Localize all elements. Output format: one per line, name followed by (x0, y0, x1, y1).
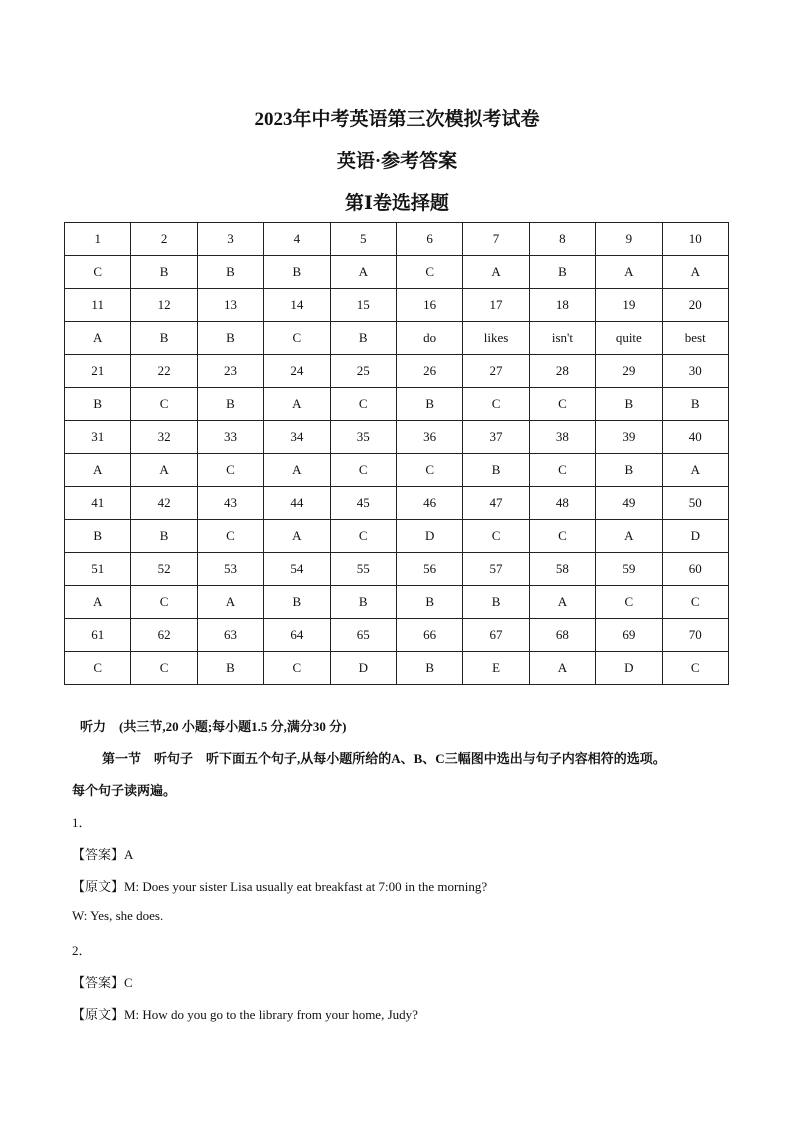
answer-cell: B (197, 322, 263, 355)
answer-cell: E (463, 652, 529, 685)
answer-cell: B (463, 454, 529, 487)
question-number-cell: 34 (264, 421, 330, 454)
question-1-answer: 【答案】A (72, 847, 134, 862)
answer-cell: B (396, 388, 462, 421)
answer-cell: C (596, 586, 662, 619)
question-number-cell: 65 (330, 619, 396, 652)
question-number-cell: 18 (529, 289, 595, 322)
answer-cell: D (596, 652, 662, 685)
answer-cell: best (662, 322, 728, 355)
question-number-cell: 3 (197, 223, 263, 256)
answer-cell: C (330, 388, 396, 421)
question-number-cell: 15 (330, 289, 396, 322)
question-number-cell: 43 (197, 487, 263, 520)
answer-cell: C (529, 388, 595, 421)
question-number-cell: 22 (131, 355, 197, 388)
question-number-row (65, 223, 729, 256)
answer-cell: A (330, 256, 396, 289)
answer-cell: C (197, 454, 263, 487)
question-number-cell: 27 (463, 355, 529, 388)
answer-cell: C (131, 652, 197, 685)
answer-cell: isn't (529, 322, 595, 355)
question-number-cell: 32 (131, 421, 197, 454)
answer-row (65, 520, 729, 553)
question-number-cell: 23 (197, 355, 263, 388)
answer-cell: A (596, 520, 662, 553)
section1-instructions: 第一节 听句子 听下面五个句子,从每小题所给的A、B、C三幅图中选出与句子内容相符的选项。 (102, 751, 666, 766)
question-number-cell: 1 (65, 223, 131, 256)
question-2-answer: 【答案】C (72, 975, 133, 990)
answer-cell: B (197, 652, 263, 685)
answer-cell: C (330, 454, 396, 487)
answer-cell: A (197, 586, 263, 619)
answer-row (65, 256, 729, 289)
answer-cell: C (529, 454, 595, 487)
answer-cell: C (396, 454, 462, 487)
answer-row (65, 454, 729, 487)
answer-cell: B (330, 586, 396, 619)
answer-cell: B (396, 652, 462, 685)
question-number-cell: 20 (662, 289, 728, 322)
question-number-cell: 54 (264, 553, 330, 586)
question-number-cell: 51 (65, 553, 131, 586)
question-number-cell: 45 (330, 487, 396, 520)
question-number-cell: 17 (463, 289, 529, 322)
answer-cell: B (596, 388, 662, 421)
answer-cell: C (662, 586, 728, 619)
answer-cell: A (463, 256, 529, 289)
answer-cell: C (197, 520, 263, 553)
question-number-cell: 37 (463, 421, 529, 454)
question-number-row (65, 355, 729, 388)
question-number-cell: 39 (596, 421, 662, 454)
answer-cell: A (131, 454, 197, 487)
question-number-cell: 14 (264, 289, 330, 322)
question-1-script: 【原文】M: Does your sister Lisa usually eat breakfast at 7:00 in the morning? (72, 879, 488, 894)
answer-cell: B (131, 256, 197, 289)
question-number-cell: 11 (65, 289, 131, 322)
answer-cell: B (330, 322, 396, 355)
answer-cell: A (662, 256, 728, 289)
answer-cell: B (264, 256, 330, 289)
answer-cell: B (529, 256, 595, 289)
question-number-row (65, 289, 729, 322)
question-number-cell: 58 (529, 553, 595, 586)
section1-instructions-cont: 每个句子读两遍。 (72, 783, 177, 798)
answer-cell: C (662, 652, 728, 685)
question-number-cell: 16 (396, 289, 462, 322)
question-number-cell: 12 (131, 289, 197, 322)
question-number-cell: 7 (463, 223, 529, 256)
answer-cell: C (463, 388, 529, 421)
question-2-script: 【原文】M: How do you go to the library from your home, Judy? (72, 1007, 418, 1022)
answer-cell: C (264, 652, 330, 685)
answer-row (65, 586, 729, 619)
answer-cell: A (662, 454, 728, 487)
question-number-cell: 68 (529, 619, 595, 652)
question-number-cell: 36 (396, 421, 462, 454)
question-number-row (65, 619, 729, 652)
answer-cell: A (529, 586, 595, 619)
answer-cell: B (396, 586, 462, 619)
question-1-number: 1． (72, 815, 92, 830)
question-number-cell: 40 (662, 421, 728, 454)
answer-cell: C (463, 520, 529, 553)
answer-cell: A (264, 520, 330, 553)
question-number-cell: 33 (197, 421, 263, 454)
answer-cell: quite (596, 322, 662, 355)
section-title: 第Ⅰ卷选择题 (345, 193, 449, 214)
answer-cell: B (65, 520, 131, 553)
question-number-cell: 19 (596, 289, 662, 322)
answer-cell: D (330, 652, 396, 685)
question-number-cell: 26 (396, 355, 462, 388)
answer-cell: B (197, 256, 263, 289)
question-number-cell: 46 (396, 487, 462, 520)
question-number-cell: 44 (264, 487, 330, 520)
answer-table (64, 222, 729, 685)
question-number-cell: 49 (596, 487, 662, 520)
question-number-cell: 30 (662, 355, 728, 388)
question-1-reply: W: Yes, she does. (72, 908, 164, 923)
question-number-cell: 38 (529, 421, 595, 454)
question-number-cell: 56 (396, 553, 462, 586)
question-number-cell: 66 (396, 619, 462, 652)
answer-cell: C (529, 520, 595, 553)
question-number-cell: 6 (396, 223, 462, 256)
answer-cell: C (131, 586, 197, 619)
answer-cell: B (596, 454, 662, 487)
answer-cell: D (662, 520, 728, 553)
answer-cell: A (529, 652, 595, 685)
answer-cell: B (131, 520, 197, 553)
answer-cell: likes (463, 322, 529, 355)
answer-cell: A (264, 388, 330, 421)
listening-heading: 听力 (共三节,20 小题;每小题1.5 分,满分30 分) (80, 719, 347, 734)
question-number-cell: 42 (131, 487, 197, 520)
answer-cell: do (396, 322, 462, 355)
question-number-cell: 57 (463, 553, 529, 586)
question-number-cell: 64 (264, 619, 330, 652)
answer-cell: C (65, 256, 131, 289)
document-subtitle: 英语·参考答案 (336, 151, 458, 172)
question-number-cell: 63 (197, 619, 263, 652)
answer-cell: A (65, 322, 131, 355)
question-number-cell: 21 (65, 355, 131, 388)
question-number-cell: 24 (264, 355, 330, 388)
question-number-cell: 67 (463, 619, 529, 652)
question-number-cell: 25 (330, 355, 396, 388)
question-number-row (65, 421, 729, 454)
question-number-cell: 53 (197, 553, 263, 586)
question-number-cell: 61 (65, 619, 131, 652)
question-number-cell: 69 (596, 619, 662, 652)
question-number-cell: 8 (529, 223, 595, 256)
question-number-cell: 55 (330, 553, 396, 586)
question-number-cell: 50 (662, 487, 728, 520)
answer-cell: B (463, 586, 529, 619)
answer-cell: C (396, 256, 462, 289)
question-number-cell: 41 (65, 487, 131, 520)
question-number-cell: 47 (463, 487, 529, 520)
question-number-cell: 31 (65, 421, 131, 454)
answer-cell: A (264, 454, 330, 487)
question-number-cell: 2 (131, 223, 197, 256)
question-number-cell: 59 (596, 553, 662, 586)
question-number-cell: 48 (529, 487, 595, 520)
answer-cell: B (662, 388, 728, 421)
answer-cell: A (596, 256, 662, 289)
answer-row (65, 652, 729, 685)
answer-cell: B (197, 388, 263, 421)
question-number-cell: 35 (330, 421, 396, 454)
answer-row (65, 388, 729, 421)
answer-cell: A (65, 454, 131, 487)
question-number-row (65, 487, 729, 520)
question-number-cell: 10 (662, 223, 728, 256)
answer-cell: A (65, 586, 131, 619)
question-number-cell: 29 (596, 355, 662, 388)
question-number-cell: 62 (131, 619, 197, 652)
question-2-number: 2． (72, 943, 92, 958)
question-number-cell: 52 (131, 553, 197, 586)
question-number-cell: 13 (197, 289, 263, 322)
answer-cell: D (396, 520, 462, 553)
answer-cell: B (65, 388, 131, 421)
question-number-cell: 70 (662, 619, 728, 652)
question-number-cell: 4 (264, 223, 330, 256)
answer-cell: C (264, 322, 330, 355)
answer-cell: B (264, 586, 330, 619)
answer-cell: C (131, 388, 197, 421)
question-number-row (65, 553, 729, 586)
answer-cell: C (330, 520, 396, 553)
answer-cell: C (65, 652, 131, 685)
document-title: 2023年中考英语第三次模拟考试卷 (254, 109, 540, 130)
question-number-cell: 28 (529, 355, 595, 388)
question-number-cell: 9 (596, 223, 662, 256)
answer-row (65, 322, 729, 355)
question-number-cell: 5 (330, 223, 396, 256)
question-number-cell: 60 (662, 553, 728, 586)
answer-cell: B (131, 322, 197, 355)
